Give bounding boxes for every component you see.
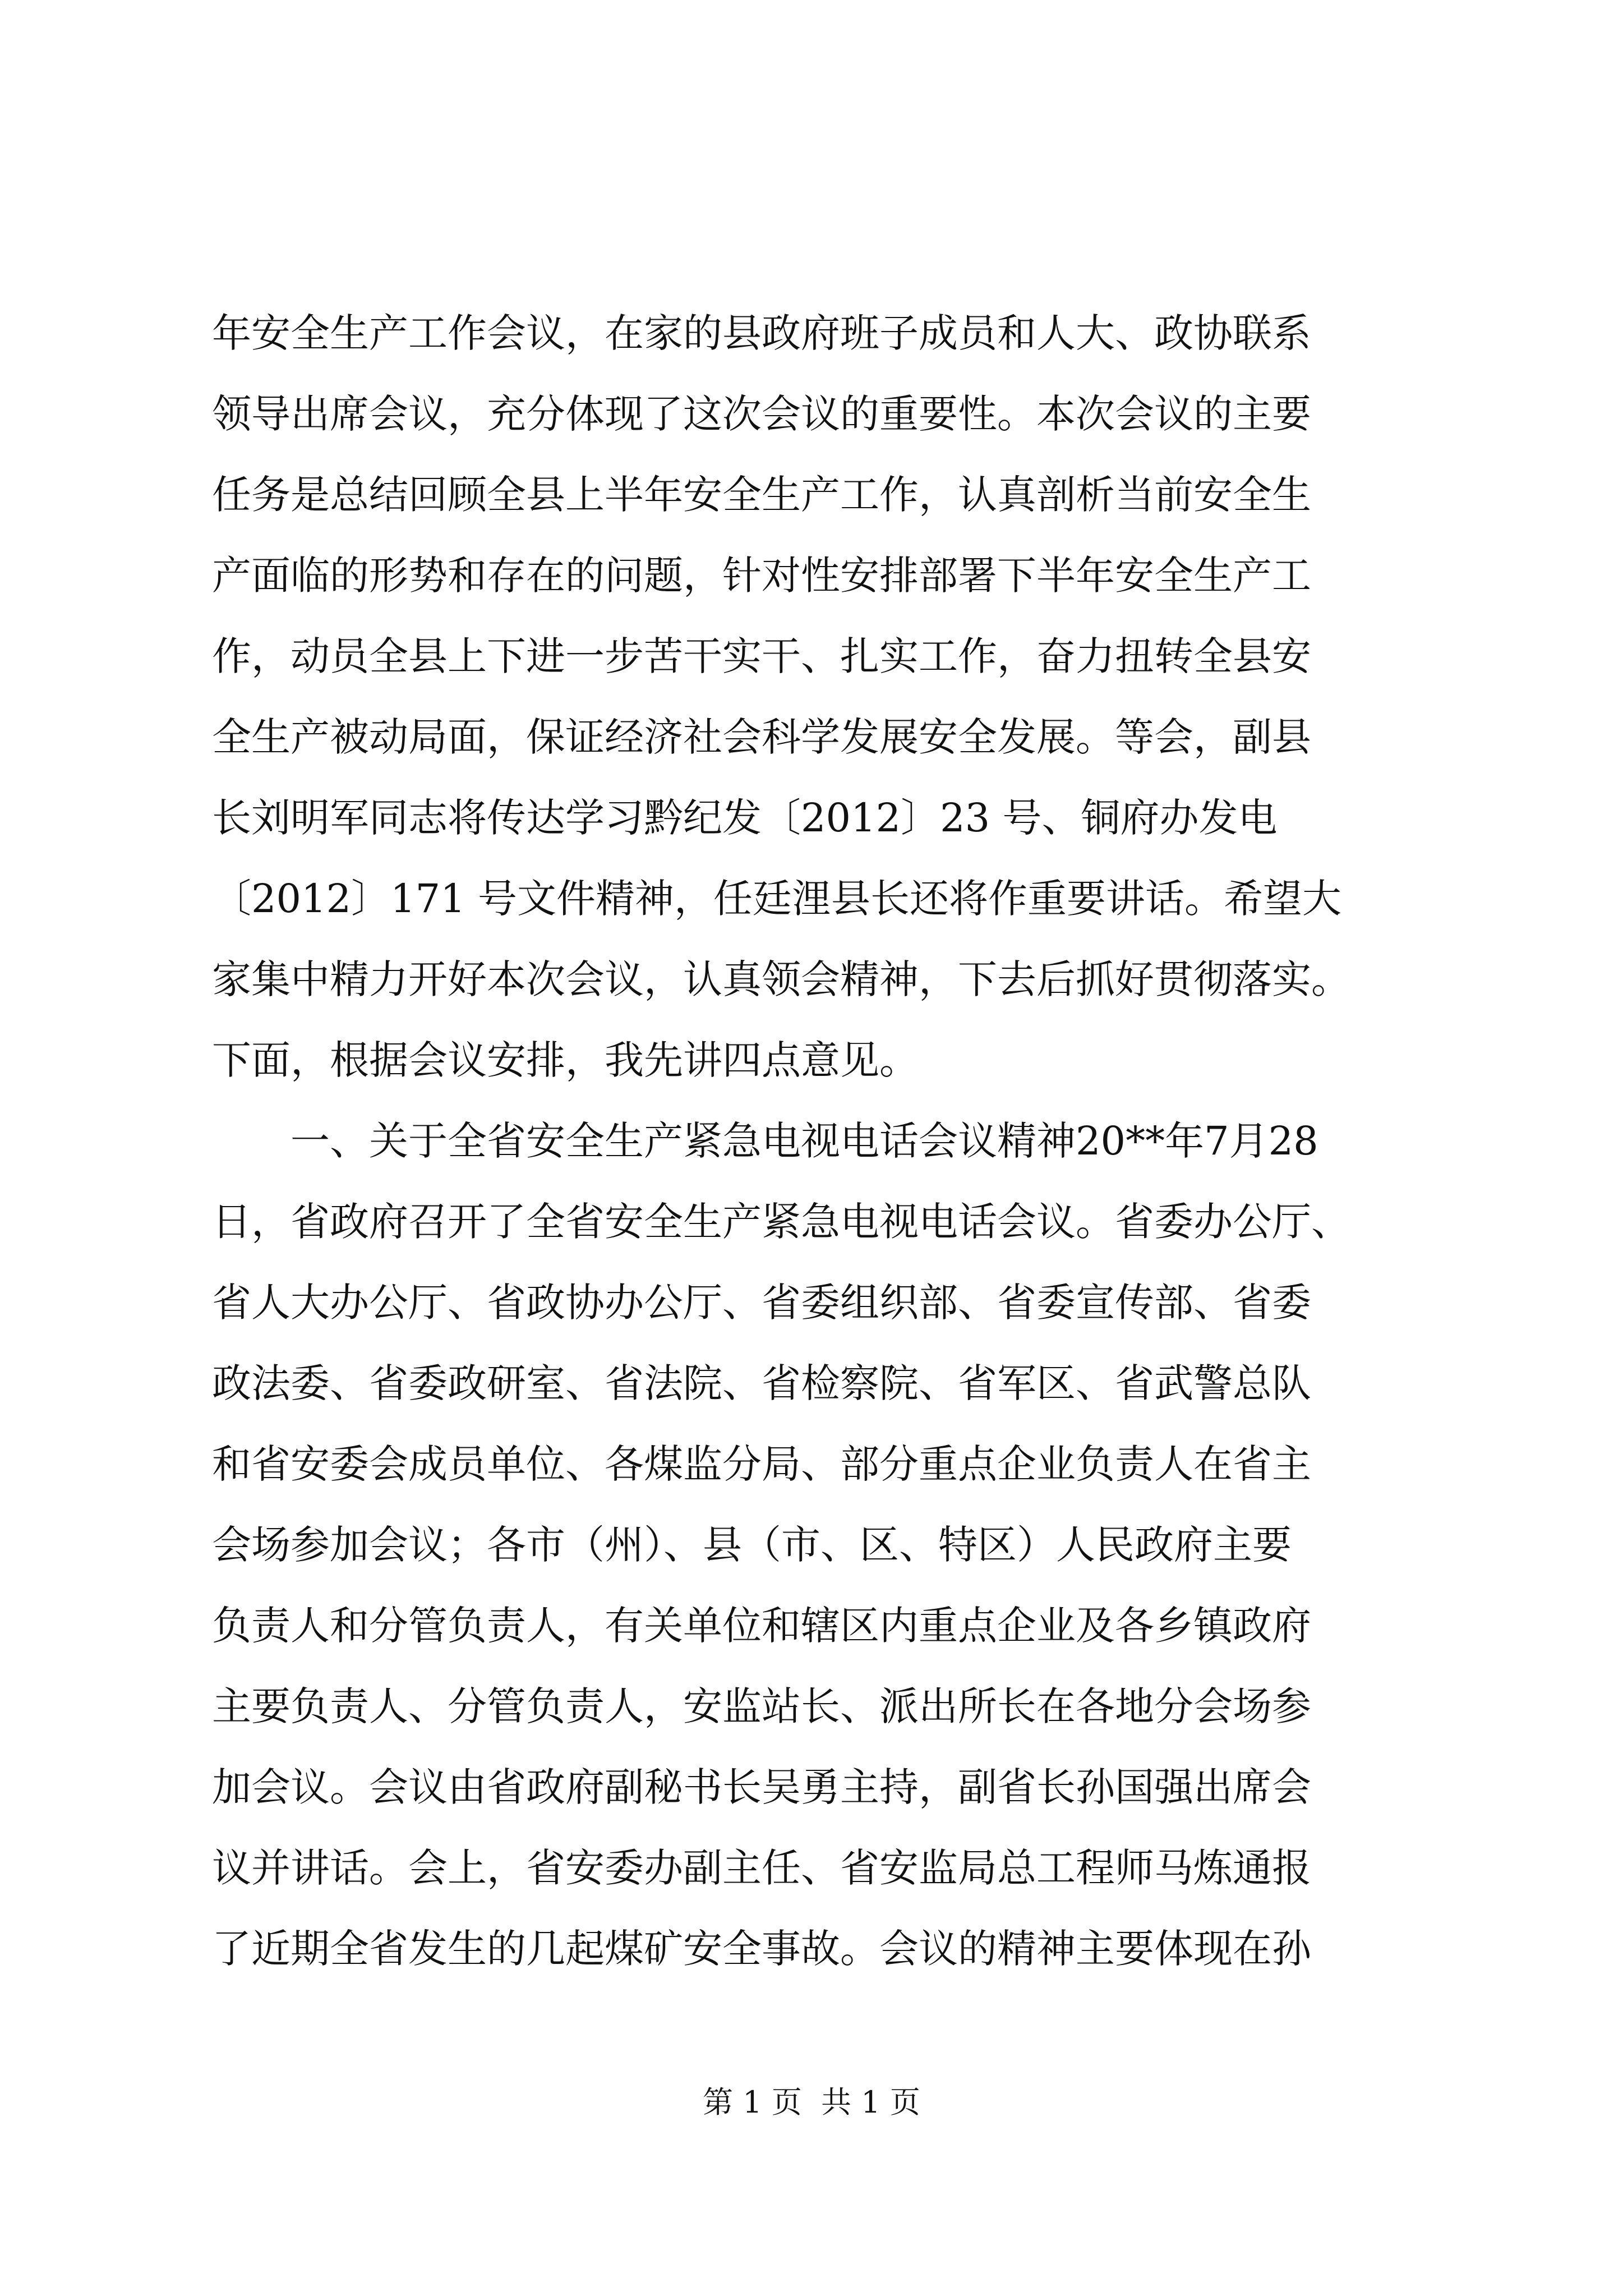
text-line: 产面临的形势和存在的问题，针对性安排部署下半年安全生产工 [212,553,1311,599]
text-line: 了近期全省发生的几起煤矿安全事故。会议的精神主要体现在孙 [212,1926,1311,1972]
text-line: 和省安委会成员单位、各煤监分局、部分重点企业负责人在省主 [212,1441,1311,1487]
text-line: 下面，根据会议安排，我先讲四点意见。 [212,1037,919,1083]
text-line: 主要负责人、分管负责人，安监站长、派出所长在各地分会场参 [212,1683,1311,1729]
text-line: 家集中精力开好本次会议，认真领会精神，下去后抓好贯彻落实。 [212,956,1350,1002]
section-heading-line: 一、关于全省安全生产紧急电视电话会议精神20**年7月28 [212,1118,1318,1164]
text-line: 作，动员全县上下进一步苦干实干、扎实工作，奋力扭转全县安 [212,633,1311,679]
text-line: 加会议。会议由省政府副秘书长吴勇主持，副省长孙国强出席会 [212,1764,1311,1810]
text-line: 〔2012〕171 号文件精神，任廷浬县长还将作重要讲话。希望大 [212,876,1342,922]
body-text [212,293,1412,1989]
text-line: 任务是总结回顾全县上半年安全生产工作，认真剖析当前安全生 [212,472,1311,518]
text-line: 议并讲话。会上，省安委办副主任、省安监局总工程师马炼通报 [212,1845,1311,1891]
text-line: 年安全生产工作会议，在家的县政府班子成员和人大、政协联系 [212,310,1311,356]
page-footer: 第 1 页 共 1 页 [703,2085,920,2120]
text-line: 领导出席会议，充分体现了这次会议的重要性。本次会议的主要 [212,391,1311,437]
text-line: 会场参加会议；各市（州）、县（市、区、特区）人民政府主要 [212,1522,1292,1568]
text-line: 日，省政府召开了全省安全生产紧急电视电话会议。省委办公厅、 [212,1199,1350,1245]
text-line: 长刘明军同志将传达学习黔纪发〔2012〕23 号、铜府办发电 [212,795,1278,841]
text-line: 政法委、省委政研室、省法院、省检察院、省军区、省武警总队 [212,1360,1311,1406]
text-line: 省人大办公厅、省政协办公厅、省委组织部、省委宣传部、省委 [212,1280,1311,1326]
text-line: 全生产被动局面，保证经济社会科学发展安全发展。等会，副县 [212,714,1311,760]
text-line: 负责人和分管负责人，有关单位和辖区内重点企业及各乡镇政府 [212,1603,1311,1649]
